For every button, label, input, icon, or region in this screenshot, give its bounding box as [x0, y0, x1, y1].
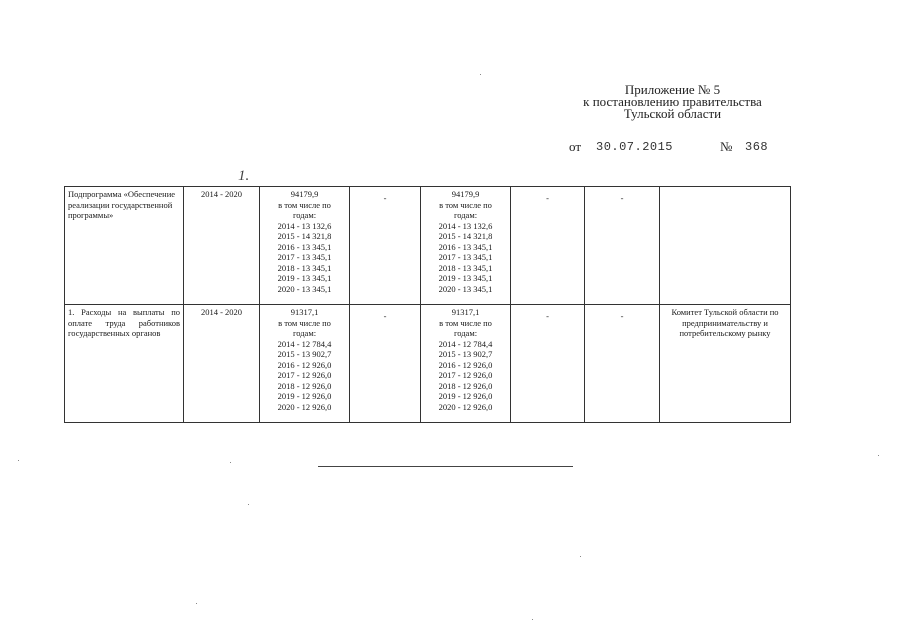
- dash-value: -: [546, 311, 549, 321]
- total-funding-cell: [260, 305, 350, 423]
- total-line: 2015 - 13 902,7: [277, 349, 332, 359]
- federal-funding-cell: [350, 187, 421, 305]
- executor-cell: [660, 187, 791, 305]
- handwritten-mark: 1.: [238, 168, 250, 184]
- total-line: 2017 - 13 345,1: [277, 252, 332, 262]
- total-line: 2018 - 12 926,0: [277, 380, 332, 391]
- scan-speck: [196, 603, 197, 604]
- period-value: 2014 - 2020: [200, 189, 243, 199]
- appendix-header: [560, 84, 785, 120]
- regional-line: 91317,1: [451, 307, 480, 317]
- closing-line: [318, 466, 573, 467]
- scan-speck: [230, 462, 231, 463]
- regional-line: 2015 - 14 321,8: [438, 231, 493, 241]
- program-name: 1. Расходы на выплаты по оплате труда работников государственных органов: [68, 307, 180, 338]
- dash-value: -: [546, 193, 549, 203]
- total-line: 94179,9: [290, 189, 319, 199]
- executor-name: Комитет Тульской области по предпринимательству и потребительскому рынку: [671, 307, 779, 338]
- regional-line: 2016 - 13 345,1: [438, 241, 493, 252]
- regional-line: в том числе по: [439, 317, 492, 328]
- total-line: 2018 - 13 345,1: [277, 262, 332, 273]
- regional-line: 2017 - 13 345,1: [438, 252, 493, 262]
- program-name: Подпрограмма «Обеспечение реализации государственной программы»: [68, 189, 176, 220]
- total-line: 2019 - 13 345,1: [277, 273, 332, 283]
- regional-line: 94179,9: [451, 189, 480, 199]
- total-line: 2014 - 12 784,4: [277, 338, 332, 349]
- regional-line: 2015 - 13 902,7: [438, 349, 493, 359]
- period-value: 2014 - 2020: [200, 307, 243, 317]
- period-cell: [184, 187, 260, 305]
- total-line: 91317,1: [290, 307, 319, 317]
- dash-value: -: [620, 311, 624, 321]
- total-line: в том числе по: [278, 317, 331, 328]
- order-number-label: №: [720, 139, 733, 154]
- total-line: 2020 - 12 926,0: [277, 401, 332, 412]
- scan-speck: [580, 556, 581, 557]
- regional-funding-cell: [421, 187, 511, 305]
- scan-speck: [532, 619, 533, 620]
- appendix-resolution: к постановлению правительства: [583, 94, 762, 109]
- regional-line: в том числе по: [439, 199, 492, 210]
- appendix-number: Приложение № 5: [624, 82, 721, 97]
- local-funding-cell: [511, 305, 585, 423]
- scan-speck: [480, 74, 481, 75]
- scan-speck: [248, 504, 249, 505]
- appendix-region: Тульской области: [623, 106, 722, 121]
- local-funding-cell: [511, 187, 585, 305]
- total-line: годам:: [292, 328, 317, 338]
- order-number: 368: [745, 140, 769, 154]
- regional-line: 2016 - 12 926,0: [438, 359, 493, 370]
- regional-funding-cell: [421, 305, 511, 423]
- total-line: годам:: [292, 210, 317, 220]
- table-row: [65, 305, 791, 423]
- scan-speck: [18, 460, 19, 461]
- total-line: 2020 - 13 345,1: [277, 283, 332, 294]
- total-line: 2014 - 13 132,6: [277, 220, 332, 231]
- regional-line: 2019 - 12 926,0: [438, 391, 493, 401]
- regional-line: годам:: [453, 210, 478, 220]
- program-name-cell: [65, 187, 184, 305]
- regional-line: 2020 - 12 926,0: [438, 401, 493, 412]
- total-line: 2015 - 14 321,8: [277, 231, 332, 241]
- regional-line: 2019 - 13 345,1: [438, 273, 493, 283]
- total-line: 2016 - 13 345,1: [277, 241, 332, 252]
- executor-cell: [660, 305, 791, 423]
- regional-line: 2018 - 12 926,0: [438, 380, 493, 391]
- regional-line: 2020 - 13 345,1: [438, 283, 493, 294]
- total-line: 2016 - 12 926,0: [277, 359, 332, 370]
- dash-value: -: [620, 193, 624, 203]
- period-cell: [184, 305, 260, 423]
- dash-value: -: [383, 311, 387, 321]
- regional-line: годам:: [453, 328, 478, 338]
- regional-line: 2018 - 13 345,1: [438, 262, 493, 273]
- regional-line: 2014 - 13 132,6: [438, 220, 493, 231]
- budget-table: [64, 186, 791, 423]
- total-line: в том числе по: [278, 199, 331, 210]
- order-from-label: от: [569, 139, 582, 154]
- total-funding-cell: [260, 187, 350, 305]
- other-funding-cell: [585, 187, 660, 305]
- scan-speck: [878, 455, 879, 456]
- other-funding-cell: [585, 305, 660, 423]
- regional-line: 2017 - 12 926,0: [438, 370, 493, 380]
- regional-line: 2014 - 12 784,4: [438, 338, 493, 349]
- total-line: 2017 - 12 926,0: [277, 370, 332, 380]
- order-date: 30.07.2015: [596, 140, 674, 154]
- federal-funding-cell: [350, 305, 421, 423]
- dash-value: -: [383, 193, 387, 203]
- total-line: 2019 - 12 926,0: [277, 391, 332, 401]
- table-row: [65, 187, 791, 305]
- program-name-cell: [65, 305, 184, 423]
